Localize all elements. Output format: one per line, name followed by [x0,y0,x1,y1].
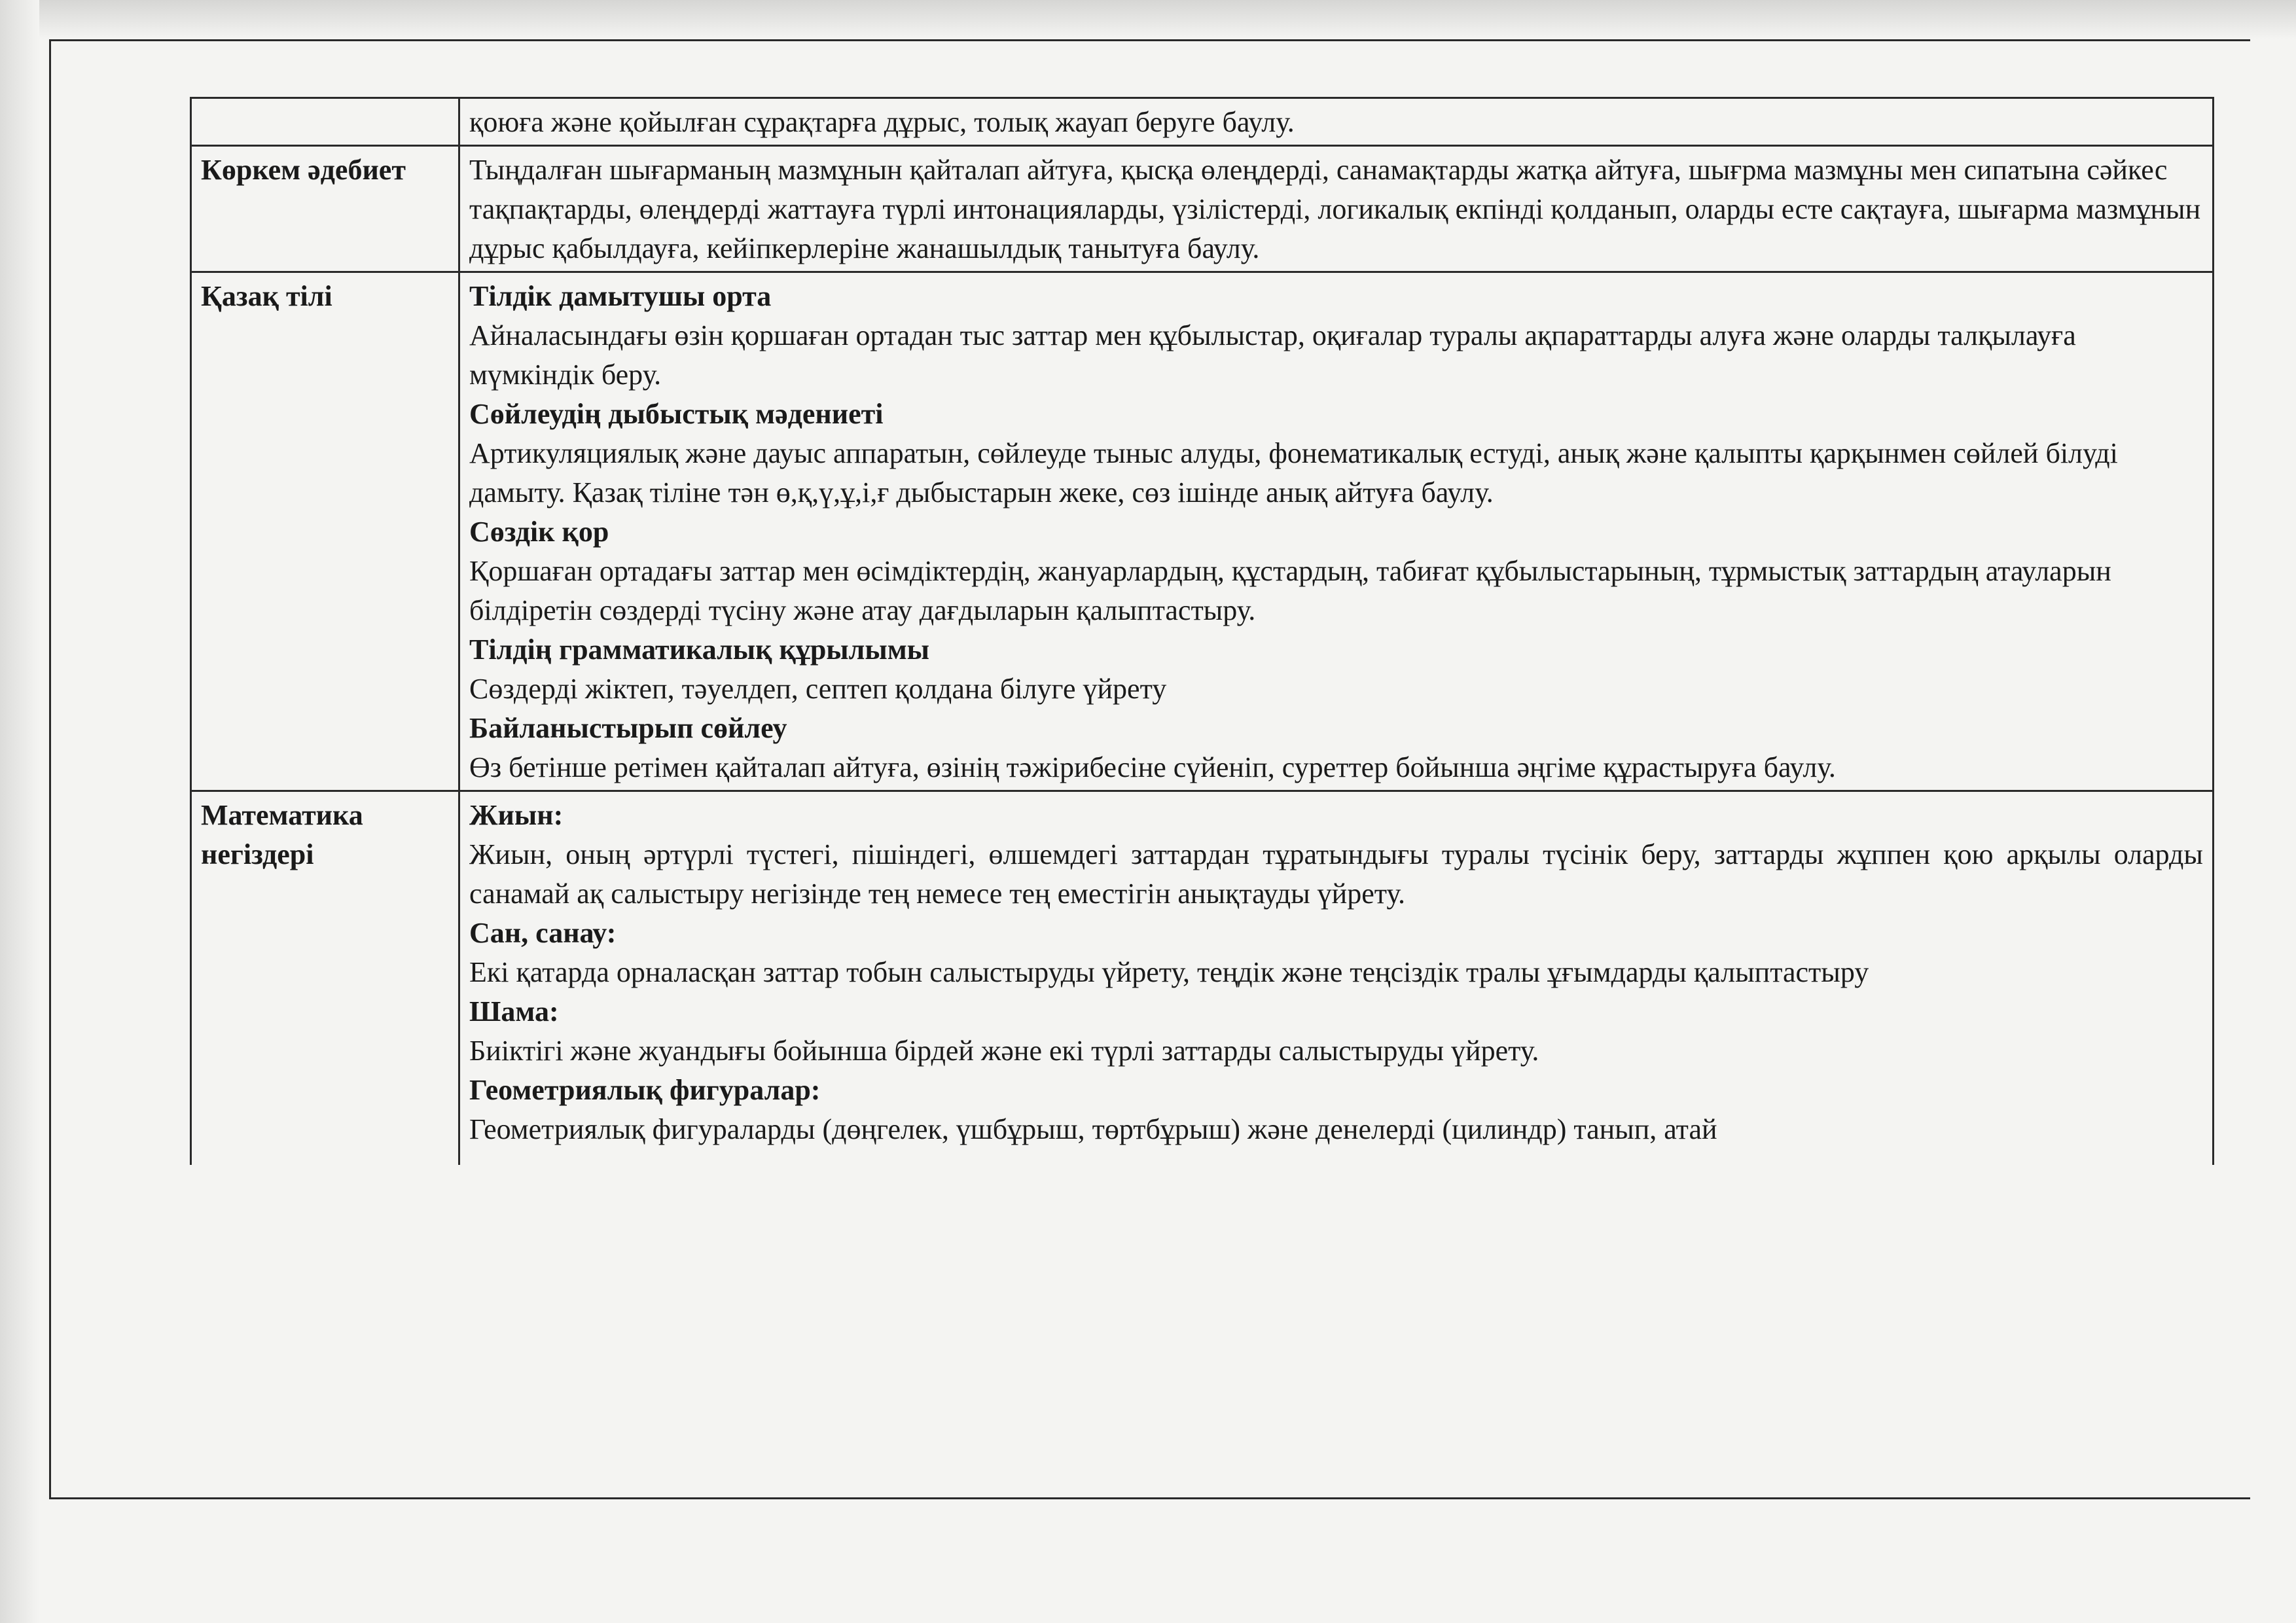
scan-shadow-top [0,0,2296,39]
content-cell [459,98,2214,146]
scan-shadow-left [0,0,39,1623]
subject-cell [191,98,459,146]
section-heading: Жиын: [469,799,564,831]
content-cell [459,791,2214,1166]
section-heading: Геометриялық фигуралар: [469,1074,821,1106]
section-heading: Сан, санау: [469,917,617,949]
section-heading: Тілдің грамматикалық құрылымы [469,633,930,666]
subject-cell: Математика негіздері [191,791,459,1166]
section-text: Геометриялық фигураларды (дөңгелек, үшбұрыш, төртбұрыш) және денелерді (цилиндр) танып, атай [469,1113,1717,1145]
subject-cell: Қазақ тілі [191,272,459,791]
section-text: Сөздерді жіктеп, тәуелдеп, септеп қолдана білуге үйрету [469,673,1167,705]
table-row [191,791,2214,1166]
table-row [191,272,2214,791]
section-text: Екі қатарда орналасқан заттар тобын салыстыруды үйрету, теңдік және теңсіздік тралы ұғымдарды қалыптастыру [469,956,1869,988]
section-text: Қоршаған ортадағы заттар мен өсімдіктердің, жануарлардың, құстардың, табиғат құбылыстарының, тұрмыстық заттардың атауларын білдіретін сөздерді түсіну және атау дағдыларын қалыптастыру. [469,555,2111,626]
table-row [191,98,2214,146]
section-text: Өз бетінше ретімен қайталап айтуға, өзінің тәжірибесіне сүйеніп, суреттер бойынша әңгіме құрастыруға баулу. [469,751,1836,783]
section-heading: Тілдік дамытушы орта [469,280,772,312]
content-text: Тыңдалған шығарманың мазмұнын қайталап айтуға, қысқа өлеңдерді, санамақтарды жатқа айтуға, шығрма мазмұны мен сипатына сәйкес тақпақтарды, өлеңдерді жаттауға түрлі интонацияларды, үзілістерді, логикалық екпінді қолданып, оларды есте сақтауға, шығарма мазмұнын дұрыс қабылдауға, кейіпкерлеріне жанашылдық танытуға баулу. [469,154,2201,264]
section-heading: Байланыстырып сөйлеу [469,712,787,744]
content-cell [459,146,2214,272]
section-text: Айналасындағы өзін қоршаған ортадан тыс заттар мен құбылыстар, оқиғалар туралы ақпараттарды алуға және оларды талқылауға мүмкіндік беру. [469,319,2076,391]
section-heading: Сөйлеудің дыбыстық мәдениеті [469,398,884,430]
section-heading: Шама: [469,995,559,1027]
section-heading: Сөздік қор [469,516,609,548]
curriculum-table [190,97,2214,1165]
content-cell [459,272,2214,791]
table-row [191,146,2214,272]
section-text: Артикуляциялық және дауыс аппаратын, сөйлеуде тыныс алуды, фонематикалық естуді, анық және қалыпты қарқынмен сөйлей білуді дамыту. Қазақ тіліне тән ө,қ,ү,ұ,і,ғ дыбыстарын жеке, сөз ішінде анық айтуға баулу. [469,437,2118,508]
content-text: қоюға және қойылған сұрақтарға дұрыс, толық жауап беруге баулу. [469,106,1295,138]
section-text: Жиын, оның әртүрлі түстегі, пішіндегі, өлшемдегі заттардан тұратындығы туралы түсінік беру, заттарды жұппен қою арқылы оларды санамай ақ салыстыру негізінде тең немесе тең еместігін анықтауды үйрету. [469,838,2203,910]
subject-cell: Көркем әдебиет [191,146,459,272]
section-text: Биіктігі және жуандығы бойынша бірдей және екі түрлі заттарды салыстыруды үйрету. [469,1035,1539,1067]
